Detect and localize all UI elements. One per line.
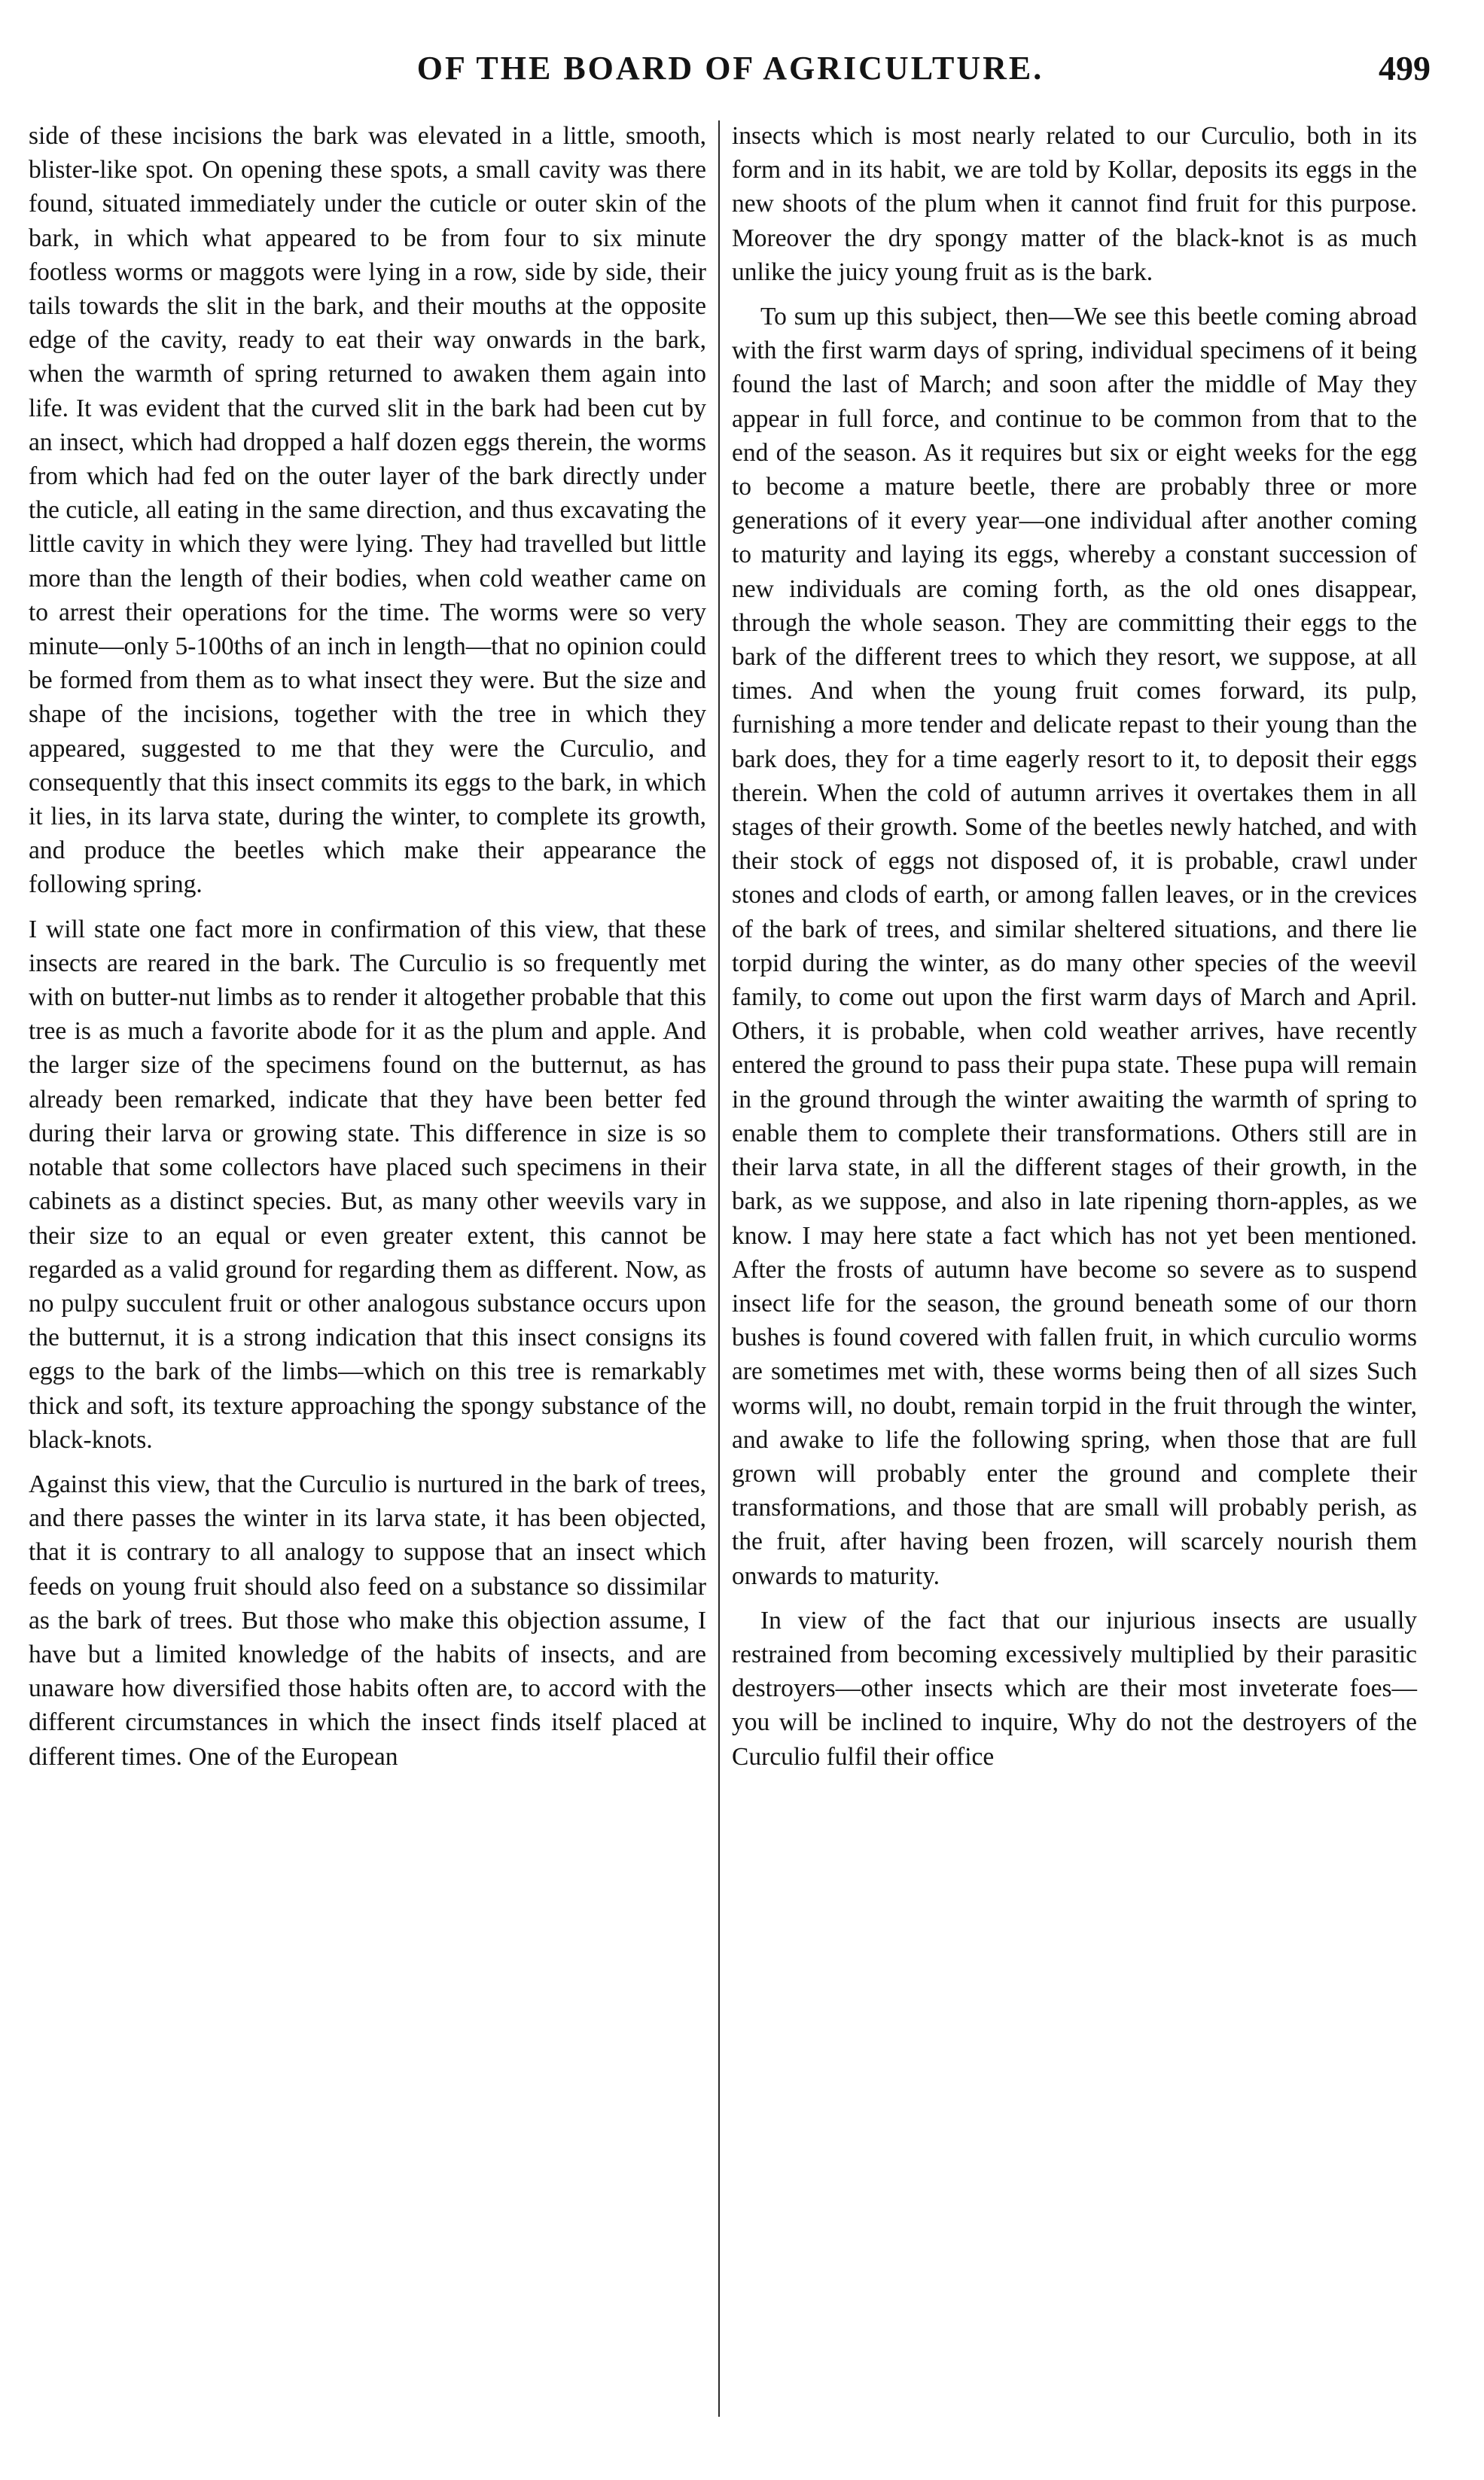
running-title: OF THE BOARD OF AGRICULTURE. bbox=[416, 50, 1044, 87]
left-column bbox=[29, 119, 706, 1784]
running-head bbox=[30, 42, 1431, 95]
right-column bbox=[732, 119, 1417, 1784]
paragraph: In view of the fact that our injurious insects are usually restrained from becoming excessively multiplied by their parasitic destroyers—other insects which are their most inveterate foes—you will be inclined to inquire, Why do not the destroyers of the Curculio fulfil their office bbox=[732, 1606, 1417, 1771]
paragraph: To sum up this subject, then—We see this beetle coming abroad with the first warm days of spring, individual specimens of it being found the last of March; and soon after the middle of May they appear in full force, and continue to be common from that to the end of the season. As it requires but six or eight weeks for the egg to become a mature beetle, there are probably three or more generations of it every year—one individual after another coming to maturity and laying its eggs, whereby a constant succession of new individuals are coming forth, as the old ones disappear, through the whole season. They are committing their eggs to the bark of the different trees to which they resort, we suppose, at all times. And when the young fruit comes forward, its pulp, furnishing a more tender and delicate repast to their young than the bark does, they for a time eagerly resort to it, to deposit their eggs therein. When the cold of autumn arrives it overtakes them in all stages of their growth. Some of the beetles newly hatched, and with their stock of eggs not disposed of, it is probable, crawl under stones and clods of earth, or among fallen leaves, or in the crevices of the bark of trees, and similar sheltered situations, and there lie torpid during the winter, as do many other species of the weevil family, to come out upon the first warm days of March and April. Others, it is probable, when cold weather arrives, have recently entered the ground to pass their pupa state. These pupa will remain in the ground through the winter awaiting the warmth of spring to enable them to complete their transformations. Others still are in their larva state, in all the different stages of their growth, in the bark, as we suppose, and also in late ripening thorn-apples, as we know. I may here state a fact which has not yet been mentioned. After the frosts of autumn have become so severe as to suspend insect life for the season, the ground beneath some of our thorn bushes is found covered with fallen fruit, in which curculio worms are sometimes met with, these worms being then of all sizes Such worms will, no doubt, remain torpid in the fruit through the winter, and awake to life the following spring, when those that are full grown will probably enter the ground and complete their transformations, and those that are small will probably perish, as the fruit, after having been frozen, will scarcely nourish them onwards to maturity. bbox=[732, 303, 1417, 1590]
paragraph: insects which is most nearly related to our Curculio, both in its form and in its habit, we are told by Kollar, deposits its eggs in the new shoots of the plum when it cannot find fruit for this purpose. Moreover the dry spongy matter of the black-knot is as much unlike the juicy young fruit as is the bark. bbox=[732, 122, 1417, 286]
paragraph: side of these incisions the bark was elevated in a little, smooth, blister-like spot. On opening these spots, a small cavity was there found, situated immediately under the cuticle or outer skin of the bark, in which what appeared to be from four to six minute footless worms or maggots were lying in a row, side by side, their tails towards the slit in the bark, and their mouths at the opposite edge of the cavity, ready to eat their way onwards in the bark, when the warmth of spring returned to awaken them again into life. It was evident that the curved slit in the bark had been cut by an insect, which had dropped a half dozen eggs therein, the worms from which had fed on the outer layer of the bark directly under the cuticle, all eating in the same direction, and thus excavating the little cavity in which they were lying. They had travelled but little more than the length of their bodies, when cold weather came on to arrest their operations for the time. The worms were so very minute—only 5-100ths of an inch in length—that no opinion could be formed from them as to what insect they were. But the size and shape of the incisions, together with the tree in which they appeared, suggested to me that they were the Curculio, and consequently that this insect commits its eggs to the bark, in which it lies, in its larva state, during the winter, to complete its growth, and produce the beetles which make their appearance the following spring. bbox=[29, 122, 706, 899]
paragraph: I will state one fact more in confirmation of this view, that these insects are reared in the bark. The Curculio is so frequently met with on butter-nut limbs as to render it altogether probable that this tree is as much a favorite abode for it as the plum and apple. And the larger size of the specimens found on the butternut, as has already been remarked, indicate that they have been better fed during their larva or growing state. This difference in size is so notable that some collectors have placed such specimens in their cabinets as a distinct species. But, as many other weevils vary in their size to an equal or even greater extent, this cannot be regarded as a valid ground for regarding them as different. Now, as no pulpy succulent fruit or other analogous substance occurs upon the butternut, it is a strong indication that this insect consigns its eggs to the bark of the limbs—which on this tree is remarkably thick and soft, its texture approaching the spongy substance of the black-knots. bbox=[29, 915, 706, 1454]
page-number: 499 bbox=[1379, 49, 1431, 87]
paragraph: Against this view, that the Curculio is nurtured in the bark of trees, and there passes the winter in its larva state, it has been objected, that it is contrary to all analogy to suppose that an insect which feeds on young fruit should also feed on a substance so dissimilar as the bark of trees. But those who make this objection assume, I have but a limited knowledge of the habits of insects, and are unaware how diversified those habits often are, to accord with the different circumstances in which the insect finds itself placed at different times. One of the European bbox=[29, 1470, 706, 1771]
column-divider bbox=[718, 120, 720, 2417]
